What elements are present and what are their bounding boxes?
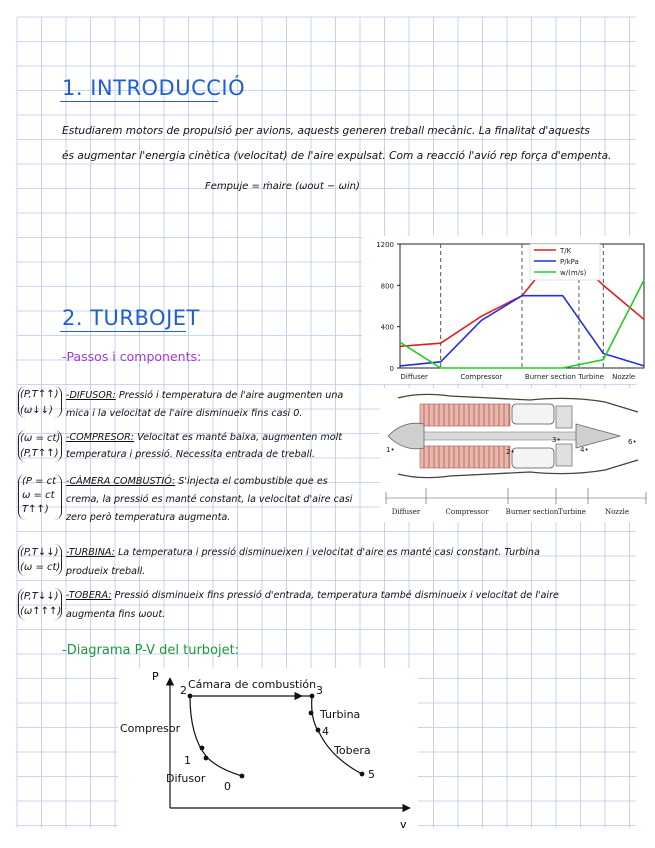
engine-label-nozzle: Nozzle [604, 508, 630, 516]
chart-ytick-label-3: 1200 [376, 241, 394, 249]
tobera-state-1: (P,T↓↓) [20, 591, 59, 602]
pv-point-0 [240, 774, 245, 779]
tobera-text1: Pressió disminueix fins pressió d'entrada, temperatura també disminueix i velocitat de l'aire [114, 590, 559, 601]
camera-text2: crema, la pressió es manté constant, la velocitat d'aire casi [66, 494, 353, 505]
engine-label-turbine: Turbine [558, 508, 586, 516]
chart-legend-label-0: T/K [560, 247, 572, 255]
pv-label-5: 5 [368, 768, 375, 781]
turbina-text2: produeix treball. [66, 566, 146, 577]
intro-text-line2: és augmentar l'energia cinètica (velocitat) de l'aire expulsat. Com a reacció l'avió rep força d'empenta. [62, 150, 612, 162]
pv-diagram [118, 668, 418, 836]
engine-label-burner: Burner section [505, 508, 559, 516]
compressor-upper [420, 404, 510, 426]
compresor-state-1: (ω = ct) [20, 433, 61, 444]
chart-legend-label-1: P/kPa [560, 258, 579, 266]
difusor-state-1: (P,T↑↑) [20, 389, 59, 400]
station-1: 1• [386, 446, 395, 454]
turbojet-title: 2. TURBOJET [62, 306, 200, 330]
components-subtitle: -Passos i components: [62, 349, 202, 364]
station-3: 3• [552, 436, 561, 444]
camera-text1: S'injecta el combustible que es [178, 476, 328, 487]
chart-ytick-label-2: 800 [380, 282, 394, 291]
tobera-state-2: (ω↑↑↑) [20, 606, 62, 617]
pv-point-3 [310, 694, 315, 699]
camera-name: -CÀMERA COMBUSTIÓ: [66, 476, 176, 487]
turbojet-engine-diagram [380, 388, 652, 522]
pv-label-turbina: Turbina [320, 708, 361, 721]
chart-ytick-label-0: 0 [389, 365, 394, 373]
pv-point-5 [360, 772, 365, 777]
turbina-text1: La temperatura i pressió disminueixen i velocitat d'aire es manté casi constant. Turbina [117, 547, 540, 558]
station-4: 4• [580, 446, 589, 454]
intro-title: 1. INTRODUCCIÓ [62, 76, 246, 100]
pv-label-0: 0 [224, 780, 231, 793]
pv-point-1 [200, 746, 205, 751]
difusor-line1 [66, 390, 343, 401]
chart-category-2: Burner section [524, 373, 576, 381]
compresor-name: -COMPRESOR: [66, 432, 135, 443]
tobera-name: -TOBERA: [66, 590, 112, 601]
turbina-state-2: (ω = ct) [20, 562, 61, 573]
pv-label-3: 3 [316, 684, 323, 697]
difusor-text1: Pressió i temperatura de l'aire augmenten una [118, 390, 344, 401]
chart-category-0: Diffuser [400, 373, 428, 381]
station-2: 2• [506, 448, 515, 456]
pv-label-1: 1 [184, 754, 191, 767]
chart-legend-label-2: w/(m/s) [560, 269, 587, 277]
turbojet-title-underline [60, 331, 186, 332]
engine-label-diffuser: Diffuser [391, 508, 421, 516]
compressor-lower [420, 446, 510, 468]
pv-axis-v-label: v [400, 818, 407, 831]
difusor-state-2: (ω↓↓) [20, 405, 53, 416]
turbina-state-1: (P,T↓↓) [20, 547, 59, 558]
pv-label-compresor: Compresor [120, 722, 181, 735]
compresor-text2: temperatura i pressió. Necessita entrada de treball. [66, 449, 316, 460]
burner-lower [512, 448, 554, 468]
intro-title-underline [60, 101, 218, 102]
turbine-upper [556, 406, 572, 428]
pv-point-2 [188, 694, 193, 699]
camera-state-2: ω = ct [22, 490, 55, 501]
pv-axis-p-label: P [152, 670, 159, 683]
tobera-text2: augmenta fins ωout. [66, 609, 166, 620]
thrust-formula: Fempuje = ṁaire (ωout − ωin) [205, 181, 360, 192]
difusor-text2: mica i la velocitat de l'aire disminueix fins casi 0. [66, 408, 303, 419]
turbina-line1 [66, 547, 540, 558]
chart-category-1: Compressor [460, 373, 503, 381]
camera-state-3: T↑↑) [22, 504, 49, 515]
tobera-line1 [66, 590, 559, 601]
pv-label-2: 2 [180, 684, 187, 697]
pv-point-4 [316, 728, 321, 733]
pv-diagram-title: -Diagrama P-V del turbojet: [62, 643, 240, 658]
difusor-name: -DIFUSOR: [66, 390, 116, 401]
burner-upper [512, 404, 554, 424]
camera-state-1: (P = ct [22, 476, 57, 487]
turbine-lower [556, 444, 572, 466]
compresor-line1 [66, 432, 342, 443]
engine-label-compressor: Compressor [445, 508, 489, 516]
pv-label-difusor: Difusor [166, 772, 206, 785]
pv-label-tobera: Tobera [334, 744, 371, 757]
intro-text-line1: Estudiarem motors de propulsió per avions, aquests generen treball mecànic. La finalitat d'aquests [62, 125, 590, 137]
pv-point-mid [204, 756, 209, 761]
camera-line1 [66, 476, 328, 487]
chart-ytick-label-1: 400 [380, 323, 394, 332]
turbina-name: -TURBINA: [66, 547, 115, 558]
compresor-text1: Velocitat es manté baixa, augmenten molt [137, 432, 343, 443]
chart-category-4: Nozzle [612, 373, 636, 381]
turbojet-state-chart [362, 236, 650, 384]
camera-text3: zero però temperatura augmenta. [66, 512, 231, 523]
chart-category-3: Turbine [578, 373, 604, 381]
station-6: 6• [628, 438, 637, 446]
pv-label-camara: Cámara de combustión [188, 678, 317, 691]
compresor-state-2: (P,T↑↑) [20, 448, 59, 459]
pv-point-3b [309, 711, 314, 716]
pv-label-4: 4 [322, 725, 329, 738]
